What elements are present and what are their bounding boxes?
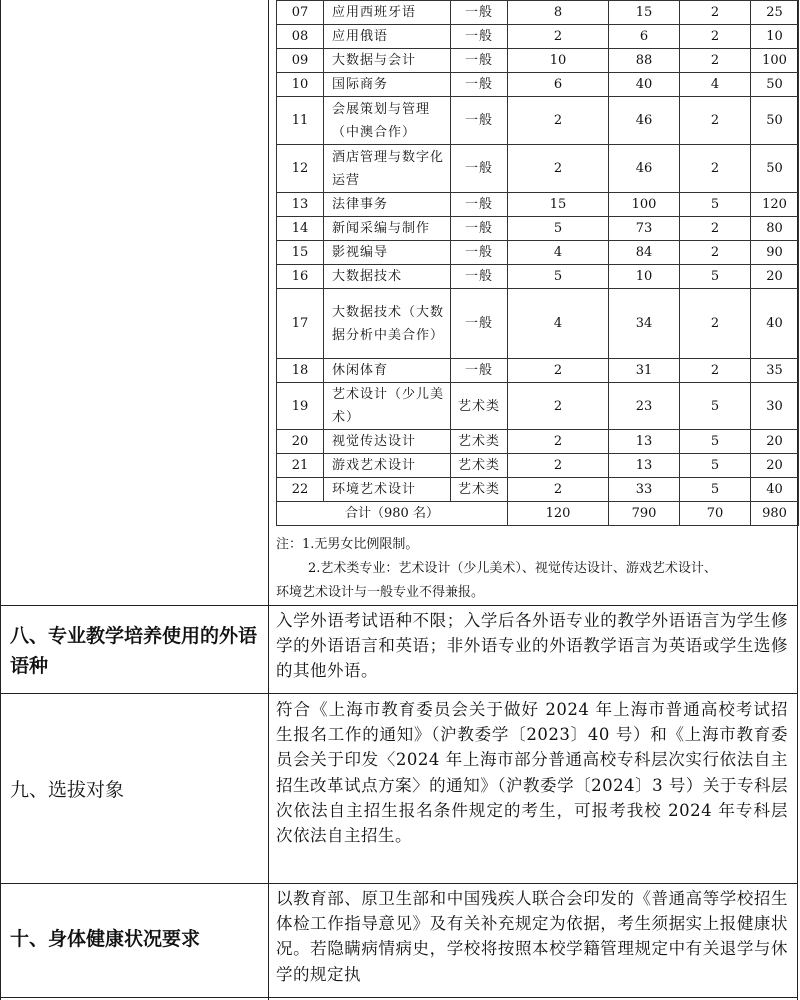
total-cell-a: 120 [508,502,609,526]
table-cell-b: 13 [609,430,680,454]
table-cell-d: 20 [751,265,799,289]
table-cell-no: 22 [277,478,324,502]
table-cell-a: 15 [508,193,609,217]
table-cell-name: 休闲体育 [324,359,451,383]
table-cell-b: 33 [609,478,680,502]
table-cell-c: 2 [680,97,751,145]
table-cell-a: 5 [508,265,609,289]
admissions-table-body [277,1,799,526]
section-9-title: 九、选拔对象 [10,779,125,801]
column-divider [268,605,269,1000]
table-cell-b: 10 [609,265,680,289]
table-cell-no: 13 [277,193,324,217]
table-cell-d: 20 [751,454,799,478]
table-cell-c: 2 [680,145,751,193]
table-row [277,25,799,49]
table-row [277,265,799,289]
table-cell-no: 16 [277,265,324,289]
table-cell-name: 酒店管理与数字化运营 [324,145,451,193]
table-cell-cat: 一般 [451,241,508,265]
table-cell-cat: 一般 [451,49,508,73]
table-cell-name: 艺术设计（少儿美术） [324,383,451,430]
table-cell-c: 2 [680,1,751,25]
table-cell-c: 5 [680,430,751,454]
table-cell-a: 2 [508,359,609,383]
table-row [277,289,799,359]
table-cell-cat: 一般 [451,145,508,193]
table-cell-cat: 艺术类 [451,383,508,430]
table-cell-name: 国际商务 [324,73,451,97]
table-cell-cat: 艺术类 [451,430,508,454]
table-cell-d: 80 [751,217,799,241]
table-row [277,383,799,430]
table-cell-c: 5 [680,454,751,478]
table-cell-name: 会展策划与管理（中澳合作） [324,97,451,145]
table-cell-no: 15 [277,241,324,265]
table-cell-b: 73 [609,217,680,241]
table-cell-c: 2 [680,49,751,73]
section-8-title: 八、专业教学培养使用的外语 语种 [10,625,258,677]
table-cell-d: 50 [751,73,799,97]
table-cell-c: 2 [680,217,751,241]
table-cell-no: 17 [277,289,324,359]
divider [0,605,798,606]
table-cell-c: 2 [680,289,751,359]
divider [0,883,798,884]
divider [0,997,798,998]
table-cell-b: 15 [609,1,680,25]
table-cell-no: 12 [277,145,324,193]
table-cell-name: 新闻采编与制作 [324,217,451,241]
divider [0,693,798,694]
table-cell-a: 2 [508,145,609,193]
section-9-body: 符合《上海市教育委员会关于做好 2024 年上海市普通高校考试招生报名工作的通知》（沪教委学〔2023〕40 号）和《上海市教育委员会关于印发〈2024 年上海市部分普通高校专科层次实行依法自主招生改革试点方案〉的通知》（沪教委学〔2024〕3 号）关于专科层次依法自主招生报名条件规定的考生，可报考我校 2024 年专科层次依法自主招生。 [276,700,788,846]
table-row [277,217,799,241]
table-cell-no: 18 [277,359,324,383]
table-cell-b: 6 [609,25,680,49]
note-2-cont: 环境艺术设计与一般专业不得兼报。 [276,585,485,600]
table-cell-a: 5 [508,217,609,241]
table-total-row [277,502,799,526]
table-cell-d: 100 [751,49,799,73]
table-row [277,478,799,502]
table-cell-b: 40 [609,73,680,97]
table-cell-a: 2 [508,430,609,454]
admissions-table [276,0,799,526]
table-cell-b: 84 [609,241,680,265]
table-cell-d: 35 [751,359,799,383]
table-cell-c: 2 [680,241,751,265]
table-cell-a: 2 [508,454,609,478]
table-cell-name: 视觉传达设计 [324,430,451,454]
table-cell-d: 25 [751,1,799,25]
table-cell-cat: 一般 [451,73,508,97]
table-row [277,145,799,193]
table-cell-c: 5 [680,478,751,502]
table-cell-a: 6 [508,73,609,97]
table-cell-name: 大数据技术 [324,265,451,289]
table-cell-no: 09 [277,49,324,73]
table-cell-name: 大数据与会计 [324,49,451,73]
table-row [277,49,799,73]
table-cell-no: 07 [277,1,324,25]
table-row [277,73,799,97]
table-cell-cat: 一般 [451,1,508,25]
table-cell-b: 31 [609,359,680,383]
table-cell-cat: 一般 [451,289,508,359]
table-cell-name: 游戏艺术设计 [324,454,451,478]
table-cell-cat: 一般 [451,193,508,217]
table-cell-b: 46 [609,97,680,145]
table-cell-b: 100 [609,193,680,217]
table-cell-name: 环境艺术设计 [324,478,451,502]
note-2: 2.艺术类专业：艺术设计（少儿美术）、视觉传达设计、游戏艺术设计、 [308,561,717,576]
table-cell-c: 5 [680,265,751,289]
table-cell-c: 4 [680,73,751,97]
section-10-title: 十、身体健康状况要求 [10,928,201,950]
table-cell-c: 2 [680,359,751,383]
table-cell-no: 21 [277,454,324,478]
table-cell-no: 08 [277,25,324,49]
table-cell-name: 法律事务 [324,193,451,217]
note-1: 注：1.无男女比例限制。 [276,537,419,552]
table-cell-no: 20 [277,430,324,454]
table-cell-d: 10 [751,25,799,49]
table-cell-a: 2 [508,97,609,145]
table-cell-no: 10 [277,73,324,97]
table-cell-c: 5 [680,383,751,430]
table-cell-cat: 艺术类 [451,454,508,478]
table-row [277,359,799,383]
table-cell-cat: 一般 [451,265,508,289]
table-cell-d: 50 [751,97,799,145]
table-cell-c: 5 [680,193,751,217]
table-cell-no: 11 [277,97,324,145]
table-cell-name: 应用西班牙语 [324,1,451,25]
table-cell-a: 8 [508,1,609,25]
table-cell-no: 14 [277,217,324,241]
table-cell-name: 应用俄语 [324,25,451,49]
table-cell-name: 大数据技术（大数据分析中美合作） [324,289,451,359]
table-cell-d: 20 [751,430,799,454]
table-row [277,430,799,454]
table-cell-d: 40 [751,289,799,359]
table-cell-d: 90 [751,241,799,265]
total-cell-b: 790 [609,502,680,526]
table-cell-a: 2 [508,383,609,430]
table-row [277,97,799,145]
table-cell-b: 13 [609,454,680,478]
table-cell-b: 23 [609,383,680,430]
left-column-blank [0,0,269,605]
table-cell-c: 2 [680,25,751,49]
table-cell-cat: 一般 [451,25,508,49]
table-cell-a: 2 [508,25,609,49]
total-label: 合计（980 名） [277,502,508,526]
table-cell-name: 影视编导 [324,241,451,265]
table-row [277,241,799,265]
table-cell-a: 2 [508,478,609,502]
table-cell-d: 50 [751,145,799,193]
table-cell-a: 10 [508,49,609,73]
table-row [277,193,799,217]
table-cell-d: 30 [751,383,799,430]
table-cell-b: 88 [609,49,680,73]
table-row [277,1,799,25]
table-notes [276,533,794,605]
section-10-body: 以教育部、原卫生部和中国残疾人联合会印发的《普通高等学校招生体检工作指导意见》及有关补充规定为依据，考生须据实上报健康状况。若隐瞒病情病史，学校将按照本校学籍管理规定中有关退学与休学的规定执 [276,889,788,984]
table-cell-d: 40 [751,478,799,502]
total-cell-c: 70 [680,502,751,526]
table-cell-b: 46 [609,145,680,193]
table-cell-cat: 一般 [451,359,508,383]
table-row [277,454,799,478]
table-cell-a: 4 [508,289,609,359]
table-cell-b: 34 [609,289,680,359]
section-8-body: 入学外语考试语种不限；入学后各外语专业的教学外语语言为学生修学的外语语言和英语；非外语专业的外语教学语言为英语或学生选修的其他外语。 [276,611,788,681]
table-cell-a: 4 [508,241,609,265]
total-cell-d: 980 [751,502,799,526]
table-cell-cat: 一般 [451,217,508,241]
table-cell-cat: 艺术类 [451,478,508,502]
table-cell-no: 19 [277,383,324,430]
table-cell-cat: 一般 [451,97,508,145]
table-cell-d: 120 [751,193,799,217]
